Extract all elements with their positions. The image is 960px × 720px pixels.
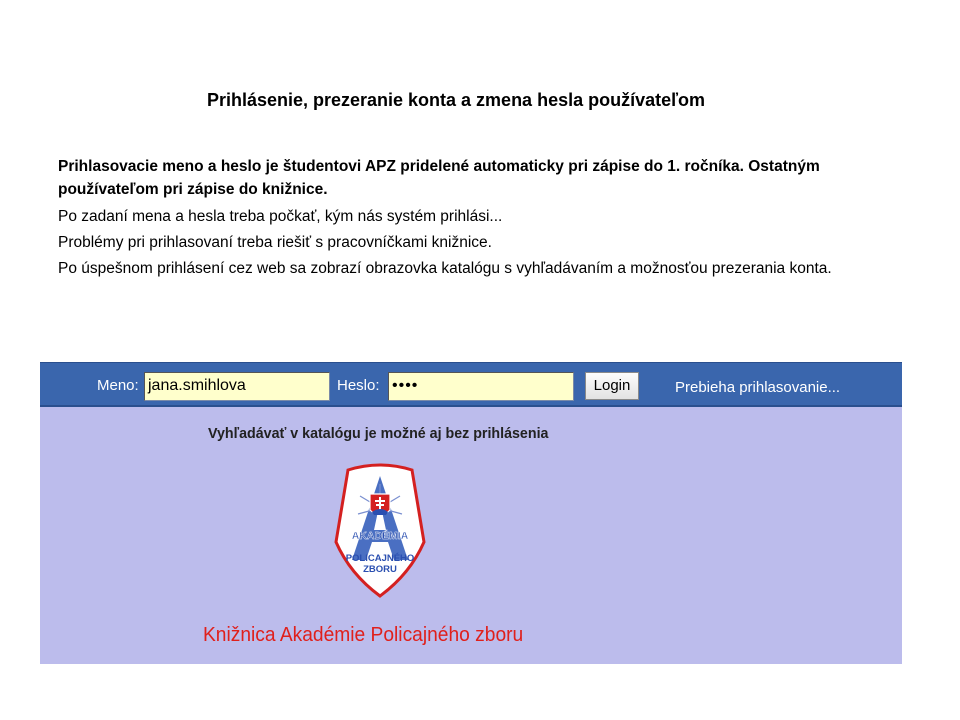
library-title: Knižnica Akadémie Policajného zboru [203,624,524,646]
search-without-login-note: Vyhľadávať v katalógu je možné aj bez prihlásenia [208,425,549,442]
login-status-text: Prebieha prihlasovanie... [675,379,841,396]
password-input[interactable]: •••• [388,372,574,401]
logo-text-line1: AKADÉMIA [351,530,409,542]
slide-paragraph-problems: Problémy pri prihlasovaní treba riešiť s pracovníčkami knižnice. [58,234,492,251]
username-input[interactable]: jana.smihlova [144,372,330,401]
username-label: Meno: [97,377,139,394]
login-button[interactable]: Login [585,372,639,400]
akademia-policajneho-zboru-emblem-icon [330,462,430,602]
logo-text-line3: ZBORU [363,564,397,575]
password-label: Heslo: [337,377,380,394]
slide-paragraph-wait: Po zadaní mena a hesla treba počkať, kým nás systém prihlási... [58,208,503,225]
catalog-login-screenshot [40,362,902,664]
slide-title: Prihlásenie, prezeranie konta a zmena hesla používateľom [206,90,706,110]
login-bar [40,362,902,407]
slide-paragraph-credentials: Prihlasovacie meno a heslo je študentovi APZ pridelené automaticky pri zápise do 1. ročníka. Ostatným používateľom pri zápise do knižnice. [58,158,820,198]
slide-paragraph-success: Po úspešnom prihlásení cez web sa zobrazí obrazovka katalógu s vyhľadávaním a možnosťou prezerania konta. [58,260,832,277]
logo-text-line2: POLICAJNÉHO [345,553,415,564]
